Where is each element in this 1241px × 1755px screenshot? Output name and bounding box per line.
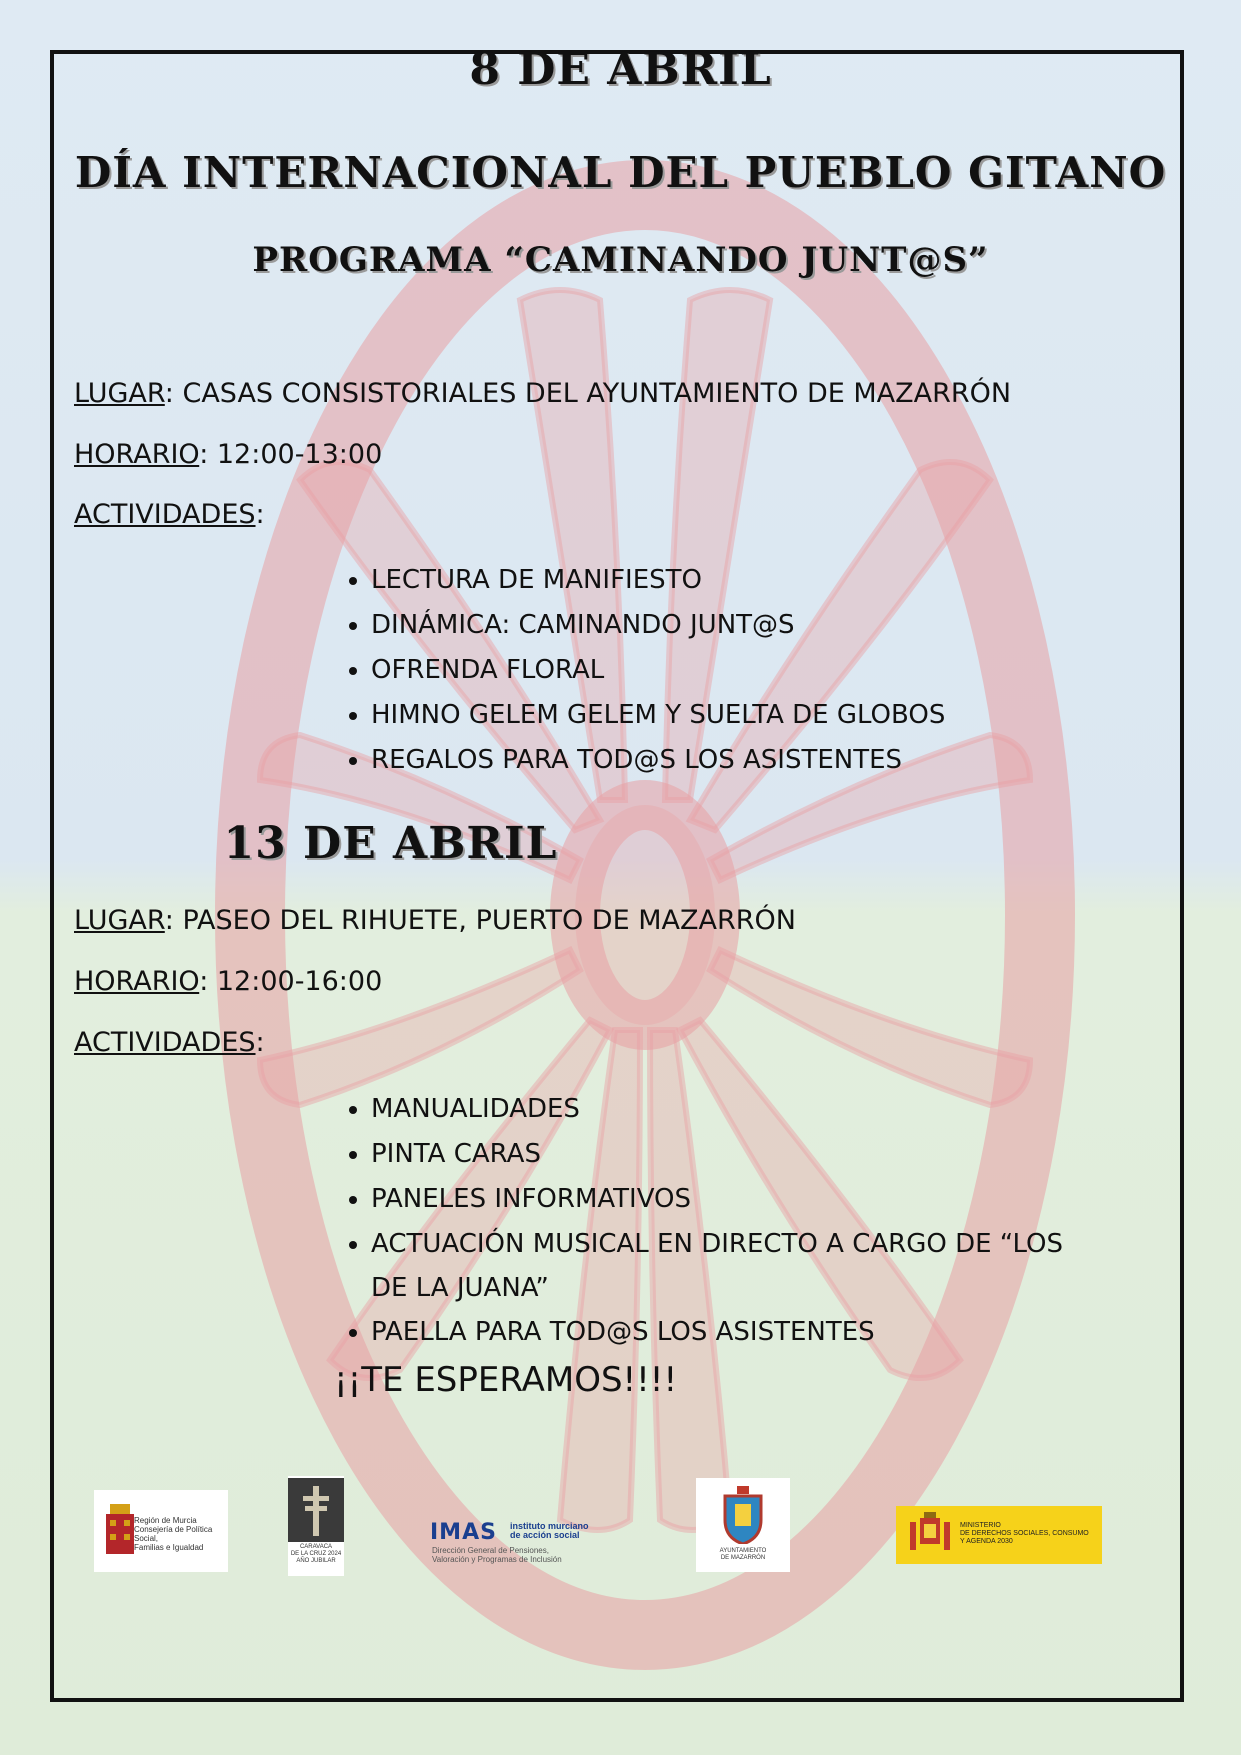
ayuntamiento-logo-text: DE MAZARRÓN bbox=[720, 1555, 766, 1561]
imas-logo-text: Dirección General de Pensiones, bbox=[432, 1546, 549, 1555]
imas-mark: IMAS bbox=[430, 1520, 497, 1545]
horario-label: HORARIO bbox=[74, 966, 200, 997]
horario-value: : 12:00-13:00 bbox=[199, 439, 383, 470]
murcia-logo-text: Familias e Igualdad bbox=[134, 1543, 204, 1552]
ministerio-logo-text: Y AGENDA 2030 bbox=[960, 1538, 1013, 1545]
horario-value: : 12:00-16:00 bbox=[199, 966, 383, 997]
murcia-crest-icon bbox=[102, 1500, 138, 1560]
event1-activity-list bbox=[335, 558, 945, 783]
list-item: • HIMNO GELEM GELEM Y SUELTA DE GLOBOS bbox=[371, 693, 945, 738]
caravaca-logo-text: CARAVACA bbox=[299, 1544, 333, 1550]
list-item: • ACTUACIÓN MUSICAL EN DIRECTO A CARGO DE “LOS DE LA JUANA” bbox=[371, 1222, 1091, 1310]
actividades-colon: : bbox=[255, 1027, 265, 1058]
poster-frame bbox=[50, 50, 1184, 1702]
imas-logo-text: instituto murciano bbox=[510, 1521, 589, 1531]
list-item: • PINTA CARAS bbox=[371, 1132, 1091, 1177]
event2-activity-list bbox=[335, 1087, 1091, 1355]
imas-logo-text: Valoración y Programas de Inclusión bbox=[432, 1555, 562, 1564]
list-item: • DINÁMICA: CAMINANDO JUNT@S bbox=[371, 603, 945, 648]
spain-coat-of-arms-icon bbox=[908, 1512, 952, 1558]
lugar-label: LUGAR bbox=[74, 378, 165, 409]
murcia-logo-text: Región de Murcia bbox=[134, 1516, 197, 1525]
lugar-label: LUGAR bbox=[74, 905, 165, 936]
caravaca-logo-text: AÑO JUBILAR bbox=[296, 1558, 336, 1564]
program-title: PROGRAMA “CAMINANDO JUNT@S” bbox=[252, 240, 989, 280]
event2-horario bbox=[74, 966, 382, 997]
actividades-label: ACTIVIDADES bbox=[74, 1027, 256, 1058]
region-murcia-logo bbox=[94, 1490, 228, 1572]
list-item: • PANELES INFORMATIVOS bbox=[371, 1177, 1091, 1222]
list-item: • REGALOS PARA TOD@S LOS ASISTENTES bbox=[371, 738, 945, 783]
lugar-value: : PASEO DEL RIHUETE, PUERTO DE MAZARRÓN bbox=[164, 905, 796, 936]
list-item: • OFRENDA FLORAL bbox=[371, 648, 945, 693]
date-heading-2: 13 DE ABRIL bbox=[223, 818, 558, 869]
actividades-label: ACTIVIDADES bbox=[74, 499, 256, 530]
list-item: • PAELLA PARA TOD@S LOS ASISTENTES bbox=[371, 1310, 1091, 1355]
horario-label: HORARIO bbox=[74, 439, 200, 470]
ministerio-derechos-sociales-logo bbox=[896, 1506, 1102, 1564]
event2-lugar bbox=[74, 905, 796, 936]
imas-logo bbox=[430, 1520, 616, 1570]
event-title: DÍA INTERNACIONAL DEL PUEBLO GITANO bbox=[74, 148, 1167, 197]
ayuntamiento-mazarron-logo bbox=[696, 1478, 790, 1572]
actividades-colon: : bbox=[255, 499, 265, 530]
murcia-logo-text: Consejería de Política Social, bbox=[134, 1525, 213, 1543]
event1-actividades bbox=[74, 499, 265, 530]
event1-lugar bbox=[74, 378, 1011, 409]
caravaca-logo-text: DE LA CRUZ 2024 bbox=[290, 1551, 342, 1557]
list-item: • LECTURA DE MANIFIESTO bbox=[371, 558, 945, 603]
ministerio-logo-text: MINISTERIO bbox=[960, 1522, 1001, 1529]
ministerio-logo-text: DE DERECHOS SOCIALES, CONSUMO bbox=[960, 1530, 1089, 1537]
ayuntamiento-logo-text: AYUNTAMIENTO bbox=[719, 1548, 767, 1554]
lugar-value: : CASAS CONSISTORIALES DEL AYUNTAMIENTO DE MAZARRÓN bbox=[164, 378, 1012, 409]
closing-message: ¡¡TE ESPERAMOS!!!! bbox=[334, 1360, 678, 1400]
caravaca-2024-logo bbox=[288, 1476, 344, 1576]
list-item: • MANUALIDADES bbox=[371, 1087, 1091, 1132]
date-heading-1: 8 DE ABRIL bbox=[469, 44, 772, 95]
imas-logo-text: de acción social bbox=[510, 1530, 580, 1540]
caravaca-cross-icon bbox=[288, 1478, 344, 1542]
mazarron-shield-icon bbox=[723, 1486, 763, 1544]
event2-actividades bbox=[74, 1027, 265, 1058]
event1-horario bbox=[74, 439, 382, 470]
